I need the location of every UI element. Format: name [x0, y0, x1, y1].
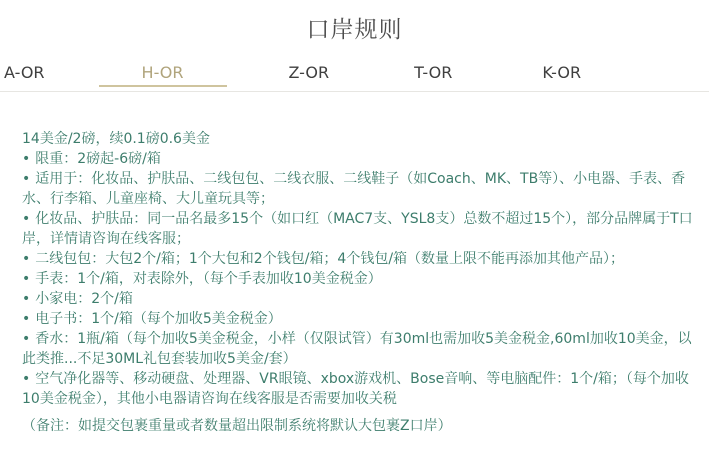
rule-text: 手表：1个/箱，对表除外，（每个手表加收10美金税金）	[35, 271, 382, 287]
bullet-icon: •	[22, 371, 31, 387]
bullet-icon: •	[22, 211, 31, 227]
rule-item-weight-limit	[22, 149, 702, 169]
remark-note: （备注：如提交包裹重量或者数量超出限制系统将默认大包裹Z口岸）	[22, 418, 452, 434]
rule-text: 香水：1瓶/箱（每个加收5美金税金，小样（仅限试管）有30ml也需加收5美金税金,60ml加收10美金，以此类推...不足30ML礼包套装加收5美金/套）	[22, 331, 692, 367]
tab-t-or[interactable]: T-OR	[414, 63, 453, 82]
rule-item-applicable-goods	[22, 169, 702, 209]
rule-text: 小家电：2个/箱	[35, 291, 133, 307]
rule-text: 电子书：1个/箱（每个加收5美金税金）	[35, 311, 282, 327]
rule-item-cosmetics-skincare	[22, 209, 702, 249]
price-intro-line: 14美金/2磅，续0.1磅0.6美金	[22, 131, 210, 147]
rule-text: 适用于：化妆品、护肤品、二线包包、二线衣服、二线鞋子（如Coach、MK、TB等）、小电器、手表、香水、行李箱、儿童座椅、大儿童玩具等；	[22, 171, 686, 207]
rule-text: 二线包包：大包2个/箱；1个大包和2个钱包/箱；4个钱包/箱（数量上限不能再添加其他产品）；	[35, 251, 625, 267]
tab-bar	[0, 58, 709, 92]
bullet-icon: •	[22, 331, 31, 347]
tab-z-or[interactable]: Z-OR	[288, 63, 330, 82]
rules-content	[22, 129, 702, 436]
rule-item-watches	[22, 269, 702, 289]
bullet-icon: •	[22, 171, 31, 187]
rule-item-bags	[22, 249, 702, 269]
rule-item-electronics	[22, 369, 702, 409]
rule-text: 化妆品、护肤品：同一品名最多15个（如口红（MAC7支、YSL8支）总数不超过15个），部分品牌属于T口岸，详情请咨询在线客服；	[22, 211, 693, 247]
tab-a-or[interactable]: A-OR	[4, 63, 45, 82]
rule-item-ebook-readers	[22, 309, 702, 329]
bullet-icon: •	[22, 291, 31, 307]
tab-k-or[interactable]: K-OR	[542, 63, 582, 82]
page-title: 口岸规则	[306, 17, 403, 43]
bullet-icon: •	[22, 151, 31, 167]
rules-list	[22, 149, 702, 409]
tab-h-or[interactable]: H-OR	[142, 58, 184, 82]
rule-item-perfume	[22, 329, 702, 369]
rule-text: 空气净化器等、移动硬盘、处理器、VR眼镜、xbox游戏机、Bose音响、等电脑配件：1个/箱；（每个加收10美金税金），其他小电器请咨询在线客服是否需要加收关税	[22, 371, 689, 407]
rule-item-small-appliances	[22, 289, 702, 309]
bullet-icon: •	[22, 271, 31, 287]
bullet-icon: •	[22, 311, 31, 327]
rule-text: 限重：2磅起-6磅/箱	[35, 151, 161, 167]
bullet-icon: •	[22, 251, 31, 267]
port-rules-page	[0, 14, 709, 457]
